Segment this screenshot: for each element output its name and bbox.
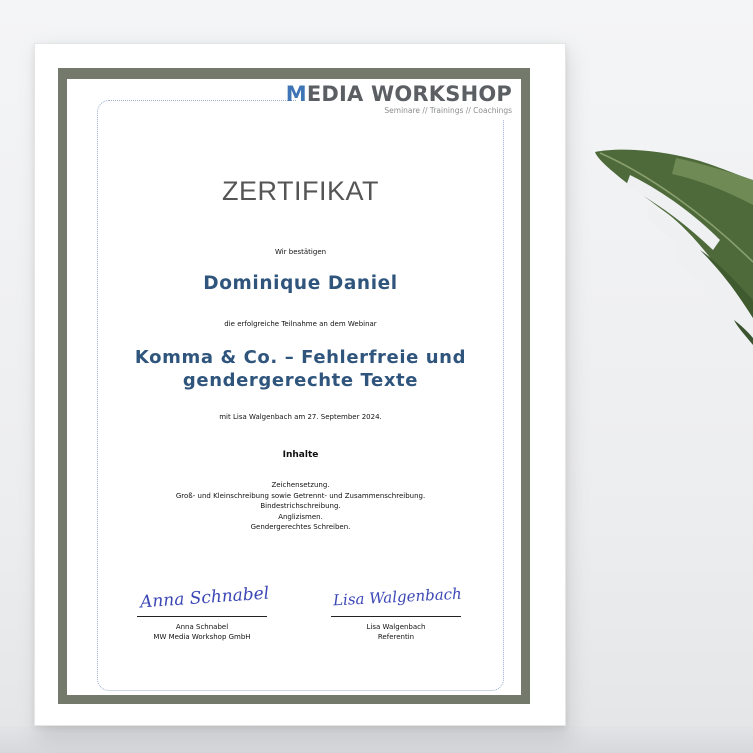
recipient-name: Dominique Daniel — [203, 273, 398, 294]
contents-item: Groß- und Kleinschreibung sowie Getrennt- und Zusammenschreibung. — [175, 491, 426, 500]
brand-logo — [286, 82, 512, 116]
participation-line: die erfolgreiche Teilnahme an dem Webinar — [224, 320, 377, 328]
brand-name-rest: EDIA WORKSHOP — [306, 82, 512, 106]
contents-item: Zeichensetzung. — [271, 481, 330, 489]
contents-item: Bindestrichschreibung. — [260, 502, 341, 510]
signatory-left — [137, 622, 267, 642]
course-title — [97, 346, 504, 392]
brand-tagline: Seminare // Trainings // Coachings — [384, 106, 512, 115]
signature-left: Anna Schnabel — [139, 583, 270, 613]
contents-heading: Inhalte — [282, 450, 319, 460]
course-title-line-2: gendergerechte Texte — [182, 370, 419, 391]
confirm-line: Wir bestätigen — [274, 248, 327, 256]
contents-item: Gendergerechtes Schreiben. — [250, 523, 351, 531]
signatory-right-name: Lisa Walgenbach — [366, 623, 426, 631]
signatory-left-name: Anna Schnabel — [175, 623, 229, 631]
certificate-title: ZERTIFIKAT — [221, 176, 379, 206]
signature-right: Lisa Walgenbach — [332, 584, 463, 610]
signature-line-right — [331, 616, 461, 617]
contents-item: Anglizismen. — [278, 512, 323, 521]
course-title-line-1: Komma & Co. – Fehlerfreie und — [134, 347, 467, 368]
brand-first-letter: M — [285, 82, 307, 106]
contents-list — [97, 480, 504, 533]
signatory-left-role: MW Media Workshop GmbH — [153, 633, 251, 641]
signature-line-left — [137, 616, 267, 617]
signatory-right — [331, 622, 461, 642]
trainer-date-line: mit Lisa Walgenbach am 27. September 2024. — [219, 413, 382, 421]
signatory-right-role: Referentin — [377, 633, 415, 641]
brand-name — [286, 82, 512, 106]
